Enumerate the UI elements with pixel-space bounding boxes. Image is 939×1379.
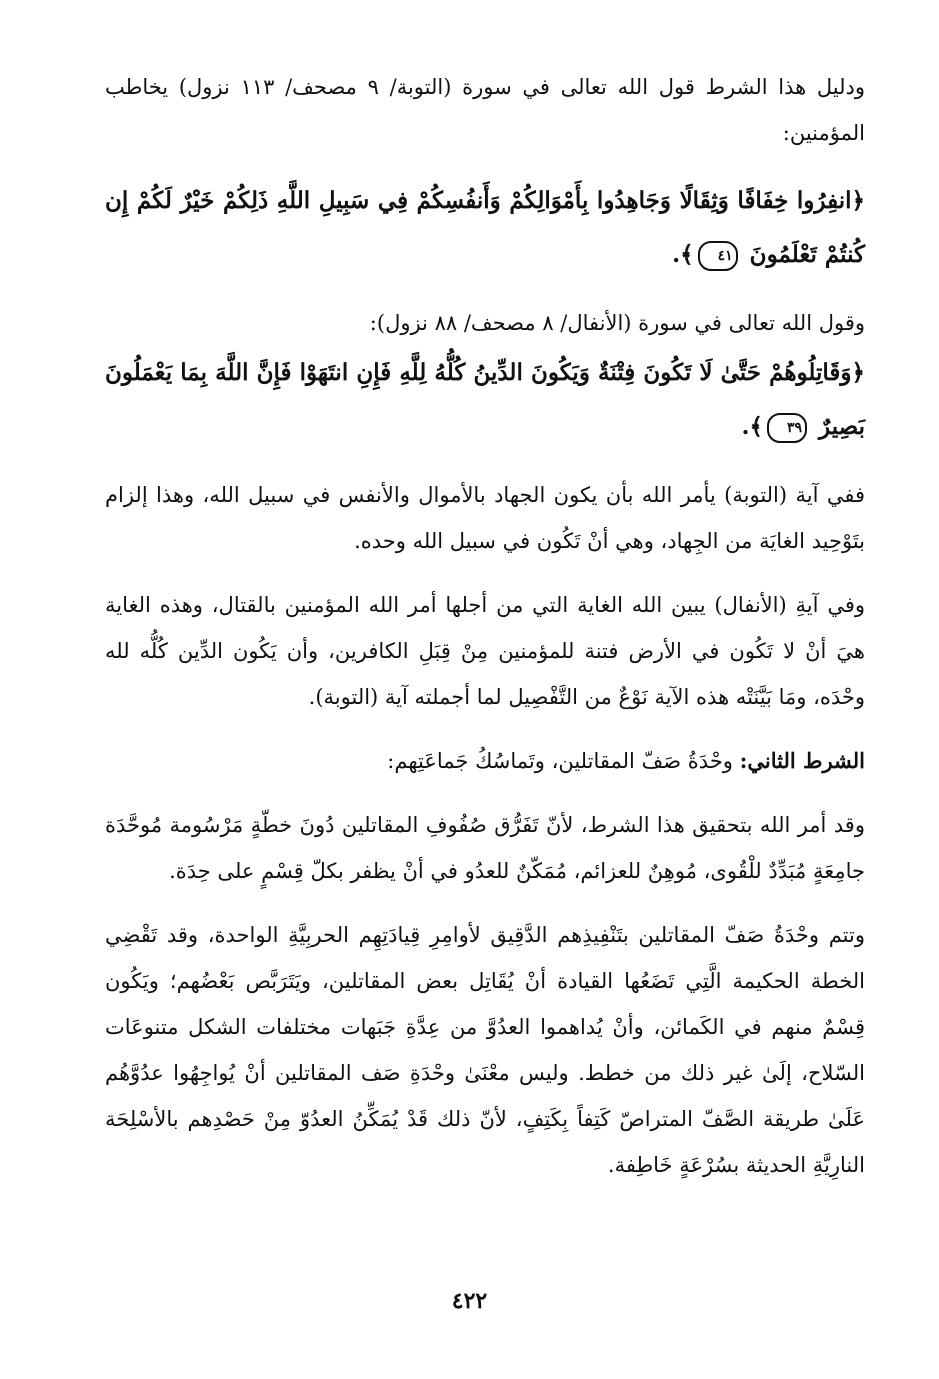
anfal-commentary-paragraph: وفي آيةِ (الأنفال) يبين الله الغاية التي من أجلها أمر الله المؤمنين بالقتال، وهذه الغاية هيَ أنْ لا تَكُون في الأرض فتنة للمؤمنين مِنْ قِبَلِ الكافرين، وأن يَكُون الدِّين كُلُّه لله وحْدَه، ومَا بَيَّنَتْه هذه الآية نَوْعٌ من التَّفْصِيل لما أجملته آية (التوبة). [105, 593, 865, 709]
verse-number-badge: ٤١ [698, 241, 738, 271]
verse-open-bracket: ﴿ [851, 187, 865, 214]
verse-text: وَقَاتِلُوهُمْ حَتَّىٰ لَا تَكُونَ فِتْنَةٌ وَيَكُونَ الدِّينُ كُلُّهُ لِلَّهِ فَإِنِ انتَهَوْا فَإِنَّ اللَّهَ بِمَا يَعْمَلُونَ بَصِيرٌ [105, 359, 865, 440]
spacer [105, 894, 865, 912]
anfal-intro-paragraph: وقول الله تعالى في سورة (الأنفال/ ٨ مصحف/ ٨٨ نزول): [369, 311, 865, 335]
unity-paragraph: وقد أمر الله بتحقيق هذا الشرط، لأنّ تَفَرُّق صُفُوفِ المقاتلين دُونَ خطّةٍ مَرْسُومة مُوحَّدَة جامِعَةٍ مُبَدِّدٌ للْقُوى، مُوهِنٌ للعزائم، مُمَكّنٌ للعدُو في أنْ يظفر بكلّ قِسْمٍ على حِدَة. [105, 813, 865, 883]
tawbah-commentary-paragraph: ففي آية (التوبة) يأمر الله بأن يكون الجهاد بالأموال والأنفس في سبيل الله، وهذا إلزام بتَوْحِيد الغايَة من الجِهاد، وهي أنْ تَكُون في سبيل الله وحده. [105, 483, 865, 553]
section-heading [105, 738, 865, 784]
verse-close-bracket: ﴾. [741, 413, 763, 440]
section-heading-text: وحْدَةُ صَفّ المقاتلين، وتَماسُكُ جَماعَتِهم: [387, 749, 733, 773]
ranks-paragraph: وتتم وحْدَةُ صَفّ المقاتلين بتَنْفِيذِهم الدَّقِيق لأوامِرِ قِيادَتِهِم الحربِيَّةِ الواحدة، وقد تَقْضِي الخطة الحكيمة الَّتِي تَضَعُها القيادة أنْ يُقَاتِل بعض المقاتلين، ويَتَرَبَّص بَعْضُهم؛ ويَكُون قِسْمٌ منهم في الكَمائن، وأنْ يُداهموا العدُوَّ من عِدَّةِ جَبَهات مختلفات الشكل متنوعَات السّلاح، إلَىٰ غير ذلك من خطط. وليس معْنَىٰ وحْدَةِ صَف المقاتلين أنْ يُواجِهُوا عدُوَّهُم عَلَىٰ طريقة الصَّفّ المتراصّ كَتِفاً بِكَتِفٍ، لأنّ ذلك قَدْ يُمَكِّنُ العدُوّ مِنْ حَصْدِهم بالأسْلِحَة النارِيَّةِ الحديثة بسُرْعَةٍ خَاطِفة. [105, 923, 865, 1177]
quran-verse-tawbah [105, 174, 865, 282]
verse-close-bracket: ﴾. [672, 241, 694, 268]
verse-open-bracket: ﴿ [851, 359, 865, 386]
spacer [105, 454, 865, 472]
spacer [105, 282, 865, 300]
verse-text: انفِرُوا خِفَافًا وَثِقَالًا وَجَاهِدُوا بِأَمْوَالِكُمْ وَأَنفُسِكُمْ فِي سَبِيلِ اللَّهِ ذَلِكُمْ خَيْرٌ لَكُمْ إِن كُنتُمْ تَعْلَمُونَ [105, 187, 865, 268]
spacer [105, 784, 865, 802]
spacer [105, 564, 865, 582]
section-heading-label: الشرط الثاني: [739, 748, 865, 773]
page-body [105, 64, 865, 1188]
verse-number-badge: ٣٩ [767, 413, 807, 443]
spacer [105, 156, 865, 174]
quran-verse-anfal [105, 346, 865, 454]
page-number: ٤٢٢ [451, 1288, 488, 1314]
spacer [105, 720, 865, 738]
intro-paragraph: ودليل هذا الشرط قول الله تعالى في سورة (التوبة/ ٩ مصحف/ ١١٣ نزول) يخاطب المؤمنين: [105, 75, 866, 145]
